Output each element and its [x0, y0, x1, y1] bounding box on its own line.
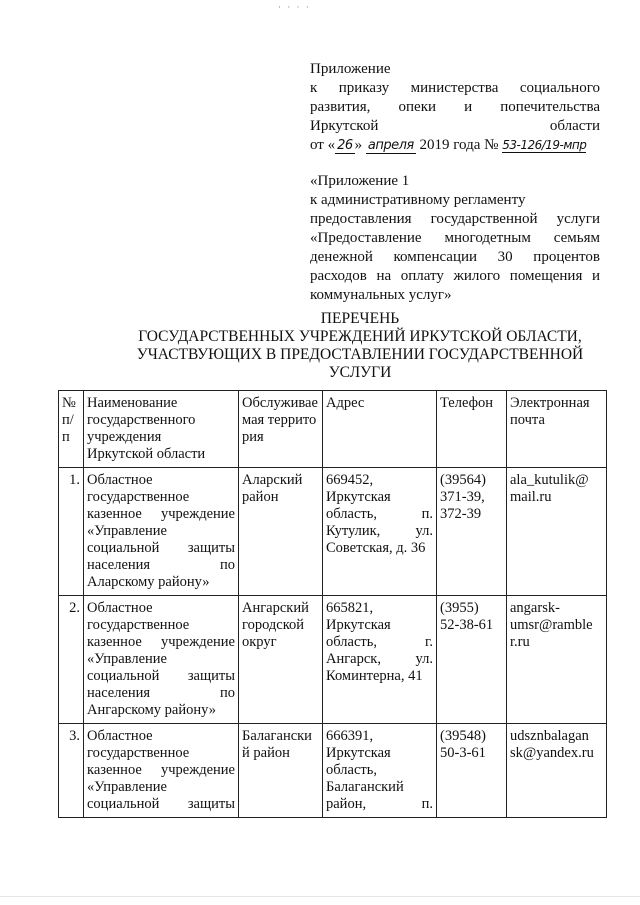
date-year: 2019 года № [419, 137, 499, 153]
row-number: 1. [59, 468, 84, 596]
table-row [59, 724, 607, 818]
email: angarsk- umsr@ramble r.ru [507, 596, 607, 724]
phone: (39548) 50-3-61 [437, 724, 507, 818]
appendix-block [310, 60, 600, 155]
date-month-handwritten: апреля [367, 138, 414, 153]
email: ala_kutulik@ mail.ru [507, 468, 607, 596]
regulation-line-7: коммунальных услуг» [310, 287, 452, 303]
table-row [59, 596, 607, 724]
regulation-block [310, 172, 600, 305]
date-prefix: от « [310, 137, 336, 153]
email: udsznbalagan sk@yandex.ru [507, 724, 607, 818]
row-number: 3. [59, 724, 84, 818]
document-title [100, 310, 620, 382]
regulation-line-6: расходов на оплату жилого помещения и [310, 268, 600, 284]
regulation-line-2: к административному регламенту [310, 192, 526, 208]
row-number: 2. [59, 596, 84, 724]
institution-name: Областное государственное казенное учреждение «Управление социальной защиты населения по Ангарскому району» [84, 596, 239, 724]
service-territory: Аларский район [239, 468, 323, 596]
institutions-table [58, 390, 607, 818]
table-header-row [59, 391, 607, 468]
phone: (3955) 52-38-61 [437, 596, 507, 724]
appendix-line-2: развития, опеки и попечительства [310, 99, 600, 115]
phone: (39564) 371-39, 372-39 [437, 468, 507, 596]
date-day-handwritten: 26 [337, 138, 353, 153]
address: 666391, Иркутская область, Балаганский район, п. [323, 724, 437, 818]
scan-marks: · · · · [278, 2, 311, 12]
appendix-date-line [310, 136, 600, 155]
appendix-line-3: Иркутской области [310, 118, 600, 134]
regulation-line-1: «Приложение 1 [310, 173, 410, 189]
order-number-handwritten: 53-126/19-мпр [502, 138, 587, 152]
service-territory: Ангарский городской округ [239, 596, 323, 724]
regulation-line-5: денежной компенсации 30 процентов [310, 249, 600, 265]
header-phone: Телефон [437, 391, 507, 468]
address: 665821, Иркутская область, г. Ангарск, ул. Коминтерна, 41 [323, 596, 437, 724]
table-row [59, 468, 607, 596]
header-address: Адрес [323, 391, 437, 468]
institution-name: Областное государственное казенное учреждение «Управление социальной защиты населения по Аларскому району» [84, 468, 239, 596]
scan-edge [0, 896, 640, 897]
appendix-title: Приложение [310, 61, 391, 77]
address: 669452, Иркутская область, п. Кутулик, ул. Советская, д. 36 [323, 468, 437, 596]
regulation-line-4: «Предоставление многодетным семьям [310, 230, 600, 246]
institution-name: Областное государственное казенное учреждение «Управление социальной защиты [84, 724, 239, 818]
title-line-4: УСЛУГИ [328, 364, 392, 381]
title-line-3: УЧАСТВУЮЩИХ В ПРЕДОСТАВЛЕНИИ ГОСУДАРСТВЕННОЙ [136, 346, 584, 363]
title-line-2: ГОСУДАРСТВЕННЫХ УЧРЕЖДЕНИЙ ИРКУТСКОЙ ОБЛАСТИ, [138, 328, 582, 345]
appendix-line-1: к приказу министерства социального [310, 80, 600, 96]
regulation-line-3: предоставления государственной услуги [310, 211, 600, 227]
header-email: Электронная почта [507, 391, 607, 468]
header-name: Наименование государственного учреждения Иркутской области [84, 391, 239, 468]
service-territory: Балагански й район [239, 724, 323, 818]
date-mid: » [354, 137, 363, 153]
title-line-1: ПЕРЕЧЕНЬ [320, 310, 400, 327]
header-territory: Обслуживае мая террито рия [239, 391, 323, 468]
header-num: № п/п [59, 391, 84, 468]
